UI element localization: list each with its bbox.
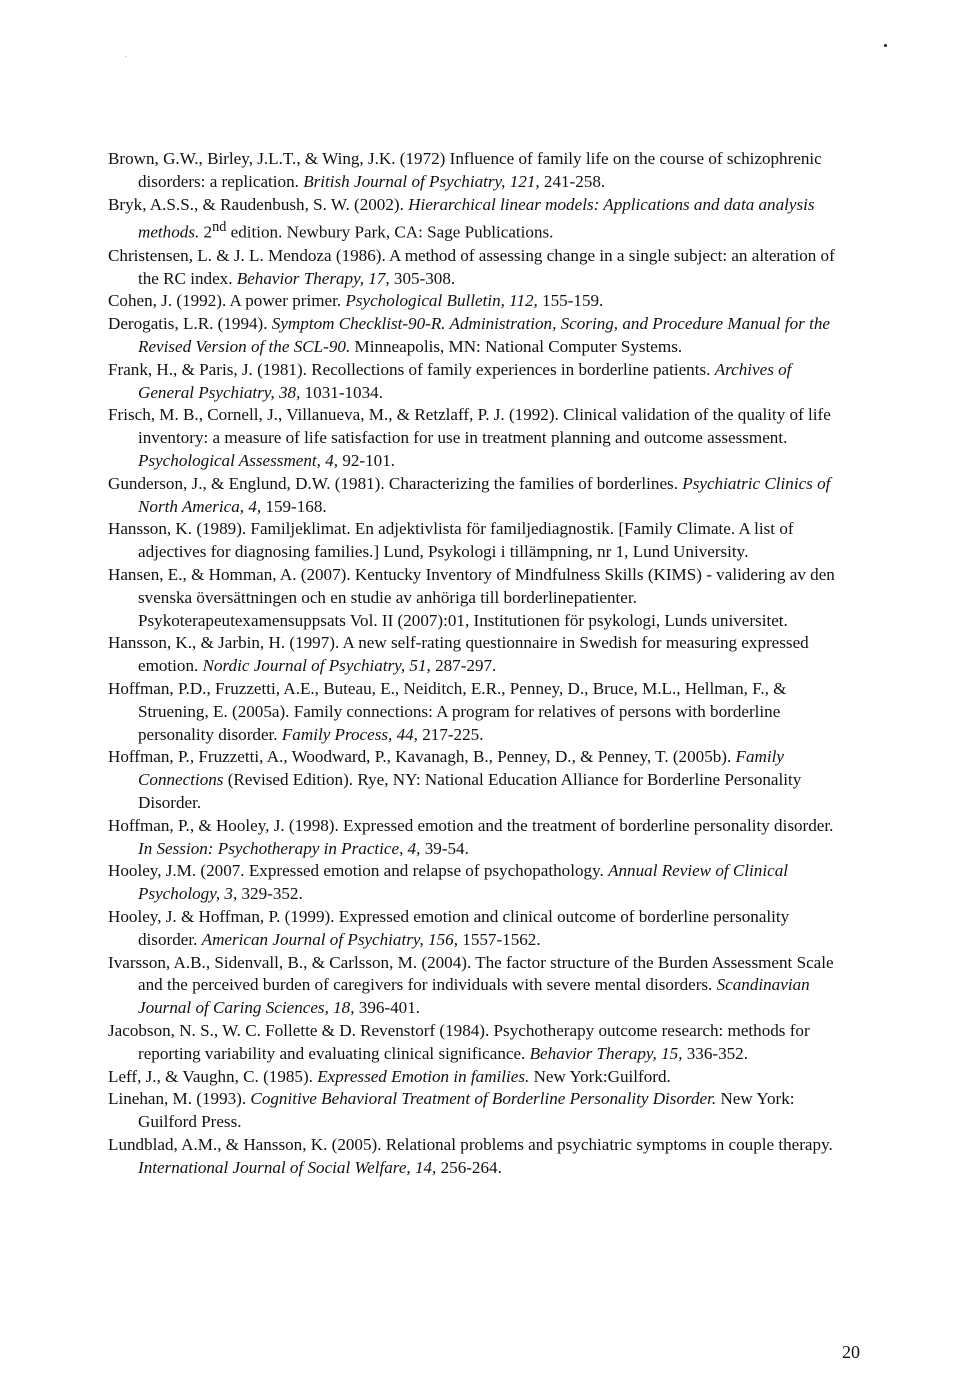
reference-italic-text: Nordic Journal of Psychiatry, 51,	[202, 656, 431, 676]
reference-text: Leff, J., & Vaughn, C. (1985).	[108, 1066, 318, 1086]
reference-italic-text: Psychiatric Clinics of North America, 4,	[138, 473, 831, 516]
reference-text: 2	[199, 223, 213, 243]
reference-entry	[108, 860, 848, 906]
reference-italic-text: British Journal of Psychiatry, 121,	[303, 171, 540, 191]
reference-text: Hansson, K., & Jarbin, H. (1997). A new self-rating questionnaire in Swedish for measuring expressed emotion.	[108, 633, 809, 676]
reference-text: Linehan, M. (1993).	[108, 1089, 251, 1109]
reference-text: Minneapolis, MN: National Computer Systems.	[350, 337, 683, 357]
scan-speck: ·	[124, 52, 128, 63]
reference-text: 92-101.	[338, 451, 396, 471]
reference-italic-text: American Journal of Psychiatry, 156,	[201, 929, 458, 949]
reference-text: Hansen, E., & Homman, A. (2007). Kentucky Inventory of Mindfulness Skills (KIMS) - validering av den svenska översättningen och en studie av anhöriga till borderlinepatienter. Psykoterapeutexamensuppsats Vol. II (2007):01, Institutionen för psykologi, Lunds universitet.	[108, 565, 835, 630]
reference-text: Gunderson, J., & Englund, D.W. (1981). Characterizing the families of borderlines.	[108, 473, 683, 493]
reference-entry	[108, 518, 848, 564]
reference-text: Brown, G.W., Birley, J.L.T., & Wing, J.K. (1972) Influence of family life on the course of schizophrenic disorders: a replication.	[108, 149, 822, 191]
reference-entry	[108, 1066, 848, 1089]
reference-text: Hoffman, P.D., Fruzzetti, A.E., Buteau, E., Neiditch, E.R., Penney, D., Bruce, M.L., Hellman, F., & Struening, E. (2005a). Family connections: A program for relatives of persons with borderline personality disorder.	[108, 679, 787, 744]
reference-text: Hooley, J. & Hoffman, P. (1999). Expressed emotion and clinical outcome of borderline personality disorder.	[108, 906, 790, 949]
reference-text: 305-308.	[389, 268, 456, 288]
reference-text: New York:Guilford.	[529, 1066, 671, 1086]
reference-italic-text: Family Connections	[138, 747, 784, 790]
reference-text: 155-159.	[537, 291, 604, 311]
reference-text: Hoffman, P., Fruzzetti, A., Woodward, P., Kavanagh, B., Penney, D., & Penney, T. (2005b).	[108, 747, 736, 767]
reference-text: 1557-1562.	[458, 929, 541, 949]
reference-italic-text: Behavior Therapy, 17,	[236, 268, 390, 288]
reference-text: 39-54.	[420, 838, 469, 858]
reference-entry	[108, 313, 848, 359]
reference-italic-text: International Journal of Social Welfare, 14,	[138, 1157, 437, 1177]
reference-italic-text: In Session: Psychotherapy in Practice, 4,	[138, 838, 421, 858]
reference-italic-text: Annual Review of Clinical Psychology, 3,	[138, 861, 788, 904]
reference-italic-text: Psychological Assessment, 4,	[138, 451, 339, 471]
reference-text: 329-352.	[237, 884, 303, 904]
reference-entry	[108, 1134, 848, 1180]
reference-text: Jacobson, N. S., W. C. Follette & D. Revenstorf (1984). Psychotherapy outcome research: methods for reporting variability and evaluating clinical significance.	[108, 1020, 810, 1063]
reference-text: Hooley, J.M. (2007. Expressed emotion and relapse of psychopathology.	[108, 861, 609, 881]
reference-entry	[108, 906, 848, 952]
reference-entry	[108, 290, 848, 313]
reference-italic-text: Hierarchical linear models: Applications and data analysis methods.	[138, 194, 815, 243]
reference-list	[108, 148, 848, 1180]
reference-entry	[108, 952, 848, 1020]
superscript-text: nd	[212, 219, 227, 236]
reference-italic-text: Expressed Emotion in families.	[317, 1066, 530, 1086]
reference-text: 336-352.	[682, 1043, 749, 1063]
reference-entry	[108, 194, 848, 245]
reference-entry	[108, 359, 848, 405]
page-number: 20	[842, 1342, 860, 1362]
reference-text: 256-264.	[436, 1157, 502, 1177]
reference-text: Christensen, L. & J. L. Mendoza (1986). A method of assessing change in a single subject: an alteration of the RC index.	[108, 245, 835, 288]
reference-text: Lundblad, A.M., & Hansson, K. (2005). Relational problems and psychiatric symptoms in couple therapy.	[108, 1134, 833, 1154]
reference-text: Frisch, M. B., Cornell, J., Villanueva, M., & Retzlaff, P. J. (1992). Clinical validation of the quality of life inventory: a measure of life satisfaction for use in treatment planning and outcome assessment.	[108, 405, 831, 448]
reference-entry	[108, 473, 848, 519]
reference-text: (Revised Edition). Rye, NY: National Education Alliance for Borderline Personality Disorder.	[138, 770, 802, 812]
reference-text: 241-258.	[539, 171, 606, 191]
reference-text: Frank, H., & Paris, J. (1981). Recollections of family experiences in borderline patients.	[108, 359, 715, 379]
reference-italic-text: Symptom Checklist-90-R. Administration, Scoring, and Procedure Manual for the Revised Version of the SCL-90.	[138, 314, 830, 357]
reference-italic-text: Behavior Therapy, 15,	[529, 1043, 683, 1063]
reference-entry	[108, 148, 848, 194]
reference-text: Ivarsson, A.B., Sidenvall, B., & Carlsson, M. (2004). The factor structure of the Burden Assessment Scale and the perceived burden of caregivers for individuals with severe mental disorders.	[108, 952, 834, 995]
reference-text: 159-168.	[261, 496, 327, 516]
reference-entry	[108, 746, 848, 814]
reference-text: 396-401.	[354, 998, 421, 1018]
reference-text: edition. Newbury Park, CA: Sage Publications.	[226, 223, 554, 243]
reference-entry	[108, 564, 848, 632]
reference-entry	[108, 678, 848, 746]
reference-text: 217-225.	[417, 724, 484, 744]
reference-text: 287-297.	[430, 656, 497, 676]
reference-text: Bryk, A.S.S., & Raudenbush, S. W. (2002).	[108, 194, 409, 214]
reference-text: Hansson, K. (1989). Familjeklimat. En adjektivlista för familjediagnostik. [Family Climate. A list of adjectives for diagnosing families.] Lund, Psykologi i tillämpning, nr 1, Lund University.	[108, 519, 794, 562]
reference-entry	[108, 815, 848, 861]
reference-text: 1031-1034.	[300, 382, 383, 402]
reference-italic-text: Family Process, 44,	[281, 724, 418, 744]
reference-italic-text: Archives of General Psychiatry, 38,	[138, 359, 792, 402]
reference-entry	[108, 404, 848, 472]
reference-text: Derogatis, L.R. (1994).	[108, 314, 272, 334]
scan-dot	[884, 44, 887, 47]
reference-text: New York: Guilford Press.	[138, 1089, 795, 1132]
reference-italic-text: Cognitive Behavioral Treatment of Borderline Personality Disorder.	[250, 1089, 717, 1109]
reference-entry	[108, 632, 848, 678]
reference-entry	[108, 245, 848, 291]
reference-italic-text: Psychological Bulletin, 112,	[345, 291, 538, 311]
reference-text: Cohen, J. (1992). A power primer.	[108, 291, 346, 311]
reference-italic-text: Scandinavian Journal of Caring Sciences, 18,	[138, 975, 810, 1018]
reference-entry	[108, 1088, 848, 1134]
reference-entry	[108, 1020, 848, 1066]
reference-text: Hoffman, P., & Hooley, J. (1998). Expressed emotion and the treatment of borderline personality disorder.	[108, 815, 834, 835]
